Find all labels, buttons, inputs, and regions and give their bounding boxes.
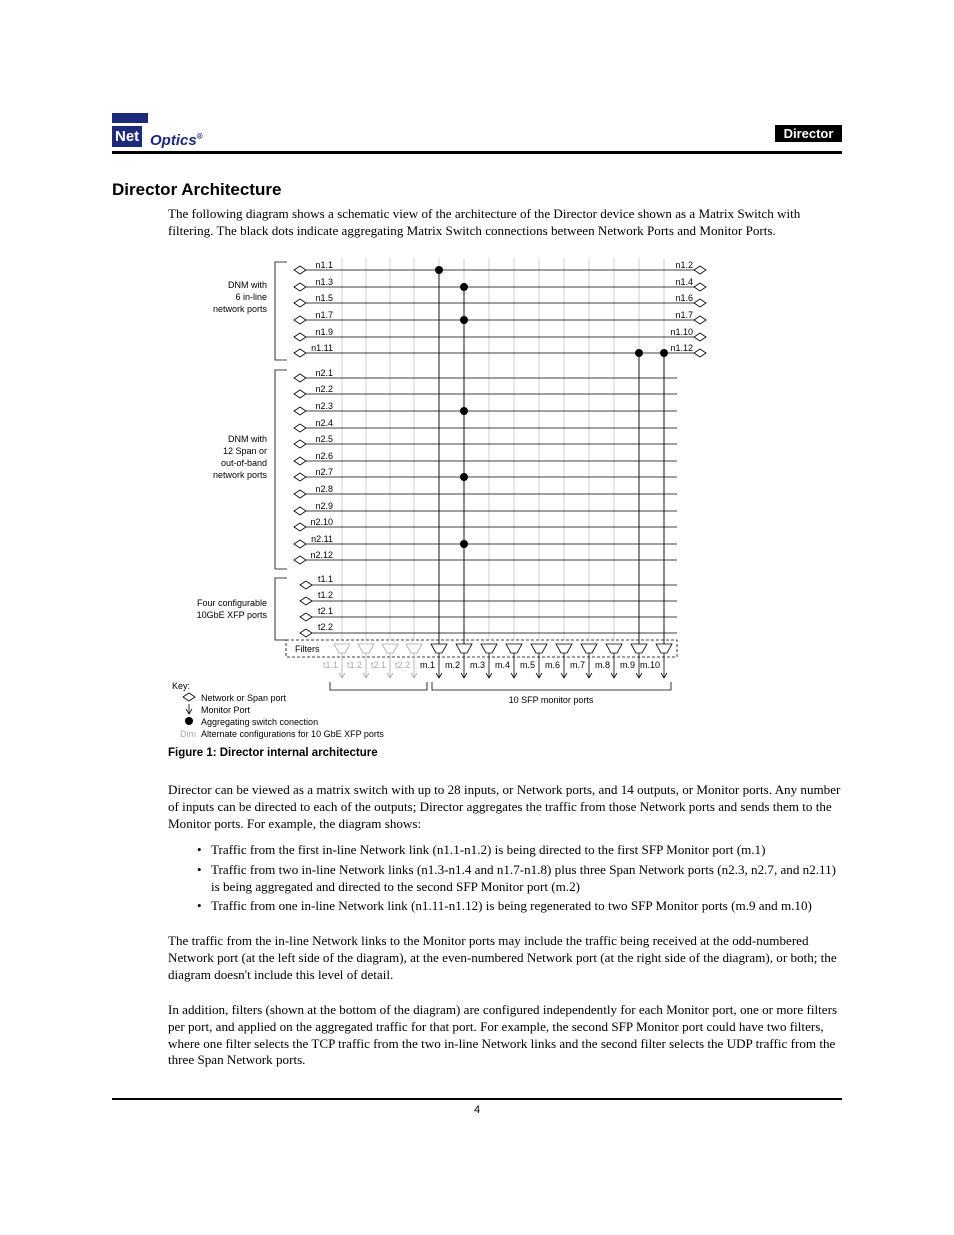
- row-label: n1.2: [675, 260, 693, 270]
- row-label: n1.11: [311, 343, 333, 353]
- monitor-column-label: m.1: [419, 660, 435, 670]
- aggregation-dot: [460, 316, 468, 324]
- logo-optics-word: Optics: [150, 132, 197, 149]
- row-label: n1.6: [675, 293, 693, 303]
- network-port-icon: [294, 440, 306, 448]
- group-label: 6 in-line: [235, 292, 267, 302]
- product-badge: Director: [775, 125, 842, 142]
- network-port-icon: [294, 374, 306, 382]
- network-port-icon: [300, 629, 312, 637]
- example-list: [168, 842, 842, 918]
- sfp-bracket: [432, 682, 671, 690]
- network-port-icon: [294, 407, 306, 415]
- intro-paragraph: The following diagram shows a schematic view of the architecture of the Director device shown as a Matrix Switch with filtering. The black dots indicate aggregating Matrix Switch connections between Network Ports and Monitor Ports.: [168, 206, 801, 238]
- monitor-column-label: m.5: [519, 660, 535, 670]
- row-label: t2.2: [317, 622, 333, 632]
- filter-icon: [506, 644, 522, 653]
- group-label: out-of-band: [220, 458, 267, 468]
- logo-net-text: Net: [112, 126, 142, 147]
- group-label: 12 Span or: [222, 446, 267, 456]
- network-port-icon: [294, 266, 306, 274]
- group-label: Four configurable: [196, 598, 267, 608]
- network-port-icon: [294, 556, 306, 564]
- row-label: n1.9: [315, 327, 333, 337]
- network-port-icon: [294, 283, 306, 291]
- body-paragraph-2: The traffic from the in-line Network links to the Monitor ports may include the traffic being received at the odd-numbered Network port (at the left side of the diagram), at the even-numbered Network port (at the right side of the diagram), or both; the diagram doesn't include this level of detail.: [168, 933, 837, 982]
- dim-column-label: t2.2: [394, 660, 410, 670]
- monitor-column-label: m.10: [639, 660, 660, 670]
- key-label: Aggregating switch conection: [201, 717, 319, 727]
- monitor-column-label: m.8: [594, 660, 610, 670]
- filter-icon: [631, 644, 647, 653]
- filter-icon: [481, 644, 497, 653]
- aggregation-dot: [460, 540, 468, 548]
- filters-label: Filters: [295, 644, 320, 654]
- filter-icon: [382, 644, 398, 653]
- row-label: t1.1: [317, 574, 333, 584]
- key-dim-label: Dim: [180, 729, 196, 739]
- group-label: 10GbE XFP ports: [196, 610, 267, 620]
- network-port-icon: [294, 473, 306, 481]
- key-label: Monitor Port: [201, 705, 251, 715]
- network-port-icon: [294, 390, 306, 398]
- key-label: Alternate configurations for 10 GbE XFP ports: [201, 729, 384, 739]
- row-label: n1.7: [675, 310, 693, 320]
- network-port-icon: [294, 316, 306, 324]
- registered-mark: ®: [196, 132, 203, 141]
- network-port-icon: [294, 490, 306, 498]
- group-bracket: [275, 262, 287, 360]
- key-label: Network or Span port: [201, 693, 287, 703]
- body-paragraph-3: In addition, filters (shown at the bottom of the diagram) are configured independently for each Monitor port, one or more filters per port, and applied on the aggregated traffic for that port. For example, the second SFP Monitor port could have two filters, where one filter selects the TCP traffic from the two in-line Network links and the second filter selects the UDP traffic from the three Span Network ports.: [168, 1002, 838, 1068]
- list-item: • Traffic from two in-line Network links (n1.3-n1.4 and n1.7-n1.8) plus three Span Network ports (n2.3, n2.7, and n2.11) is being aggregated and directed to the second SFP Monitor port (m.2): [168, 862, 842, 896]
- network-port-icon: [294, 424, 306, 432]
- aggregation-dot: [660, 349, 668, 357]
- figure-caption: Figure 1: Director internal architecture: [168, 747, 378, 759]
- network-port-icon: [694, 299, 706, 307]
- network-port-icon: [694, 283, 706, 291]
- aggregation-dot: [635, 349, 643, 357]
- group-label: DNM with: [227, 280, 267, 290]
- row-label: n2.7: [315, 467, 333, 477]
- network-port-icon: [294, 457, 306, 465]
- network-port-icon: [294, 540, 306, 548]
- network-port-icon: [300, 613, 312, 621]
- filter-icon: [531, 644, 547, 653]
- aggregation-dot: [460, 407, 468, 415]
- monitor-column-label: m.3: [469, 660, 485, 670]
- row-label: t2.1: [317, 606, 333, 616]
- row-label: n1.1: [315, 260, 333, 270]
- row-label: n2.3: [315, 401, 333, 411]
- dim-column-label: t2.1: [370, 660, 386, 670]
- filter-icon: [406, 644, 422, 653]
- network-port-icon: [294, 333, 306, 341]
- list-item: • Traffic from the first in-line Network link (n1.1-n1.2) is being directed to the first SFP Monitor port (m.1): [168, 842, 842, 859]
- monitor-column-label: m.4: [494, 660, 510, 670]
- filter-icon: [606, 644, 622, 653]
- group-bracket: [275, 370, 287, 569]
- row-label: n2.10: [310, 517, 333, 527]
- network-port-icon: [294, 523, 306, 531]
- aggregation-dot: [460, 473, 468, 481]
- network-port-icon: [294, 507, 306, 515]
- network-port-icon: [294, 299, 306, 307]
- row-label: n1.7: [315, 310, 333, 320]
- group-bracket: [275, 578, 287, 640]
- network-port-icon: [294, 349, 306, 357]
- filter-icon: [581, 644, 597, 653]
- row-label: n2.5: [315, 434, 333, 444]
- monitor-column-label: m.6: [544, 660, 560, 670]
- filter-icon: [431, 644, 447, 653]
- row-label: n2.4: [315, 418, 333, 428]
- group-label: network ports: [212, 304, 267, 314]
- page-number: 4: [473, 1104, 481, 1116]
- network-port-icon: [694, 333, 706, 341]
- aggregation-dot: [435, 266, 443, 274]
- group-label: DNM with: [227, 434, 267, 444]
- xfp-bracket: [330, 682, 427, 690]
- body-paragraph-1: Director can be viewed as a matrix switch with up to 28 inputs, or Network ports, and 14 outputs, or Monitor ports. Any number of inputs can be directed to each of the outputs; Director aggregates the traffic from those Network ports and sends them to the Monitor ports. For example, the diagram shows:: [168, 782, 841, 831]
- key-title: Key:: [172, 681, 191, 691]
- filter-icon: [656, 644, 672, 653]
- key-network-port-icon: [183, 693, 195, 701]
- row-label: t1.2: [317, 590, 333, 600]
- network-port-icon: [694, 316, 706, 324]
- sfp-label: 10 SFP monitor ports: [508, 695, 594, 705]
- network-port-icon: [300, 597, 312, 605]
- row-label: n2.6: [315, 451, 333, 461]
- monitor-column-label: m.7: [569, 660, 585, 670]
- key-aggregation-dot: [185, 717, 193, 725]
- dim-column-label: t1.1: [322, 660, 338, 670]
- row-label: n1.4: [675, 277, 693, 287]
- section-title: Director Architecture: [112, 180, 282, 199]
- network-port-icon: [694, 266, 706, 274]
- monitor-column-label: m.9: [619, 660, 635, 670]
- list-item: • Traffic from one in-line Network link (n1.11-n1.12) is being regenerated to two SFP Monitor ports (m.9 and m.10): [168, 898, 842, 915]
- network-port-icon: [694, 349, 706, 357]
- row-label: n2.9: [315, 501, 333, 511]
- row-label: n1.12: [670, 343, 693, 353]
- dim-column-label: t1.2: [346, 660, 362, 670]
- row-label: n2.8: [315, 484, 333, 494]
- row-label: n2.12: [310, 550, 333, 560]
- row-label: n1.10: [670, 327, 693, 337]
- monitor-column-label: m.2: [444, 660, 460, 670]
- filter-icon: [334, 644, 350, 653]
- row-label: n2.11: [311, 534, 333, 544]
- row-label: n2.1: [315, 368, 333, 378]
- network-port-icon: [300, 581, 312, 589]
- filter-icon: [556, 644, 572, 653]
- footer-rule: [112, 1098, 842, 1100]
- group-label: network ports: [212, 470, 267, 480]
- filter-icon: [456, 644, 472, 653]
- aggregation-dot: [460, 283, 468, 291]
- filter-icon: [358, 644, 374, 653]
- row-label: n2.2: [315, 384, 333, 394]
- row-label: n1.3: [315, 277, 333, 287]
- row-label: n1.5: [315, 293, 333, 303]
